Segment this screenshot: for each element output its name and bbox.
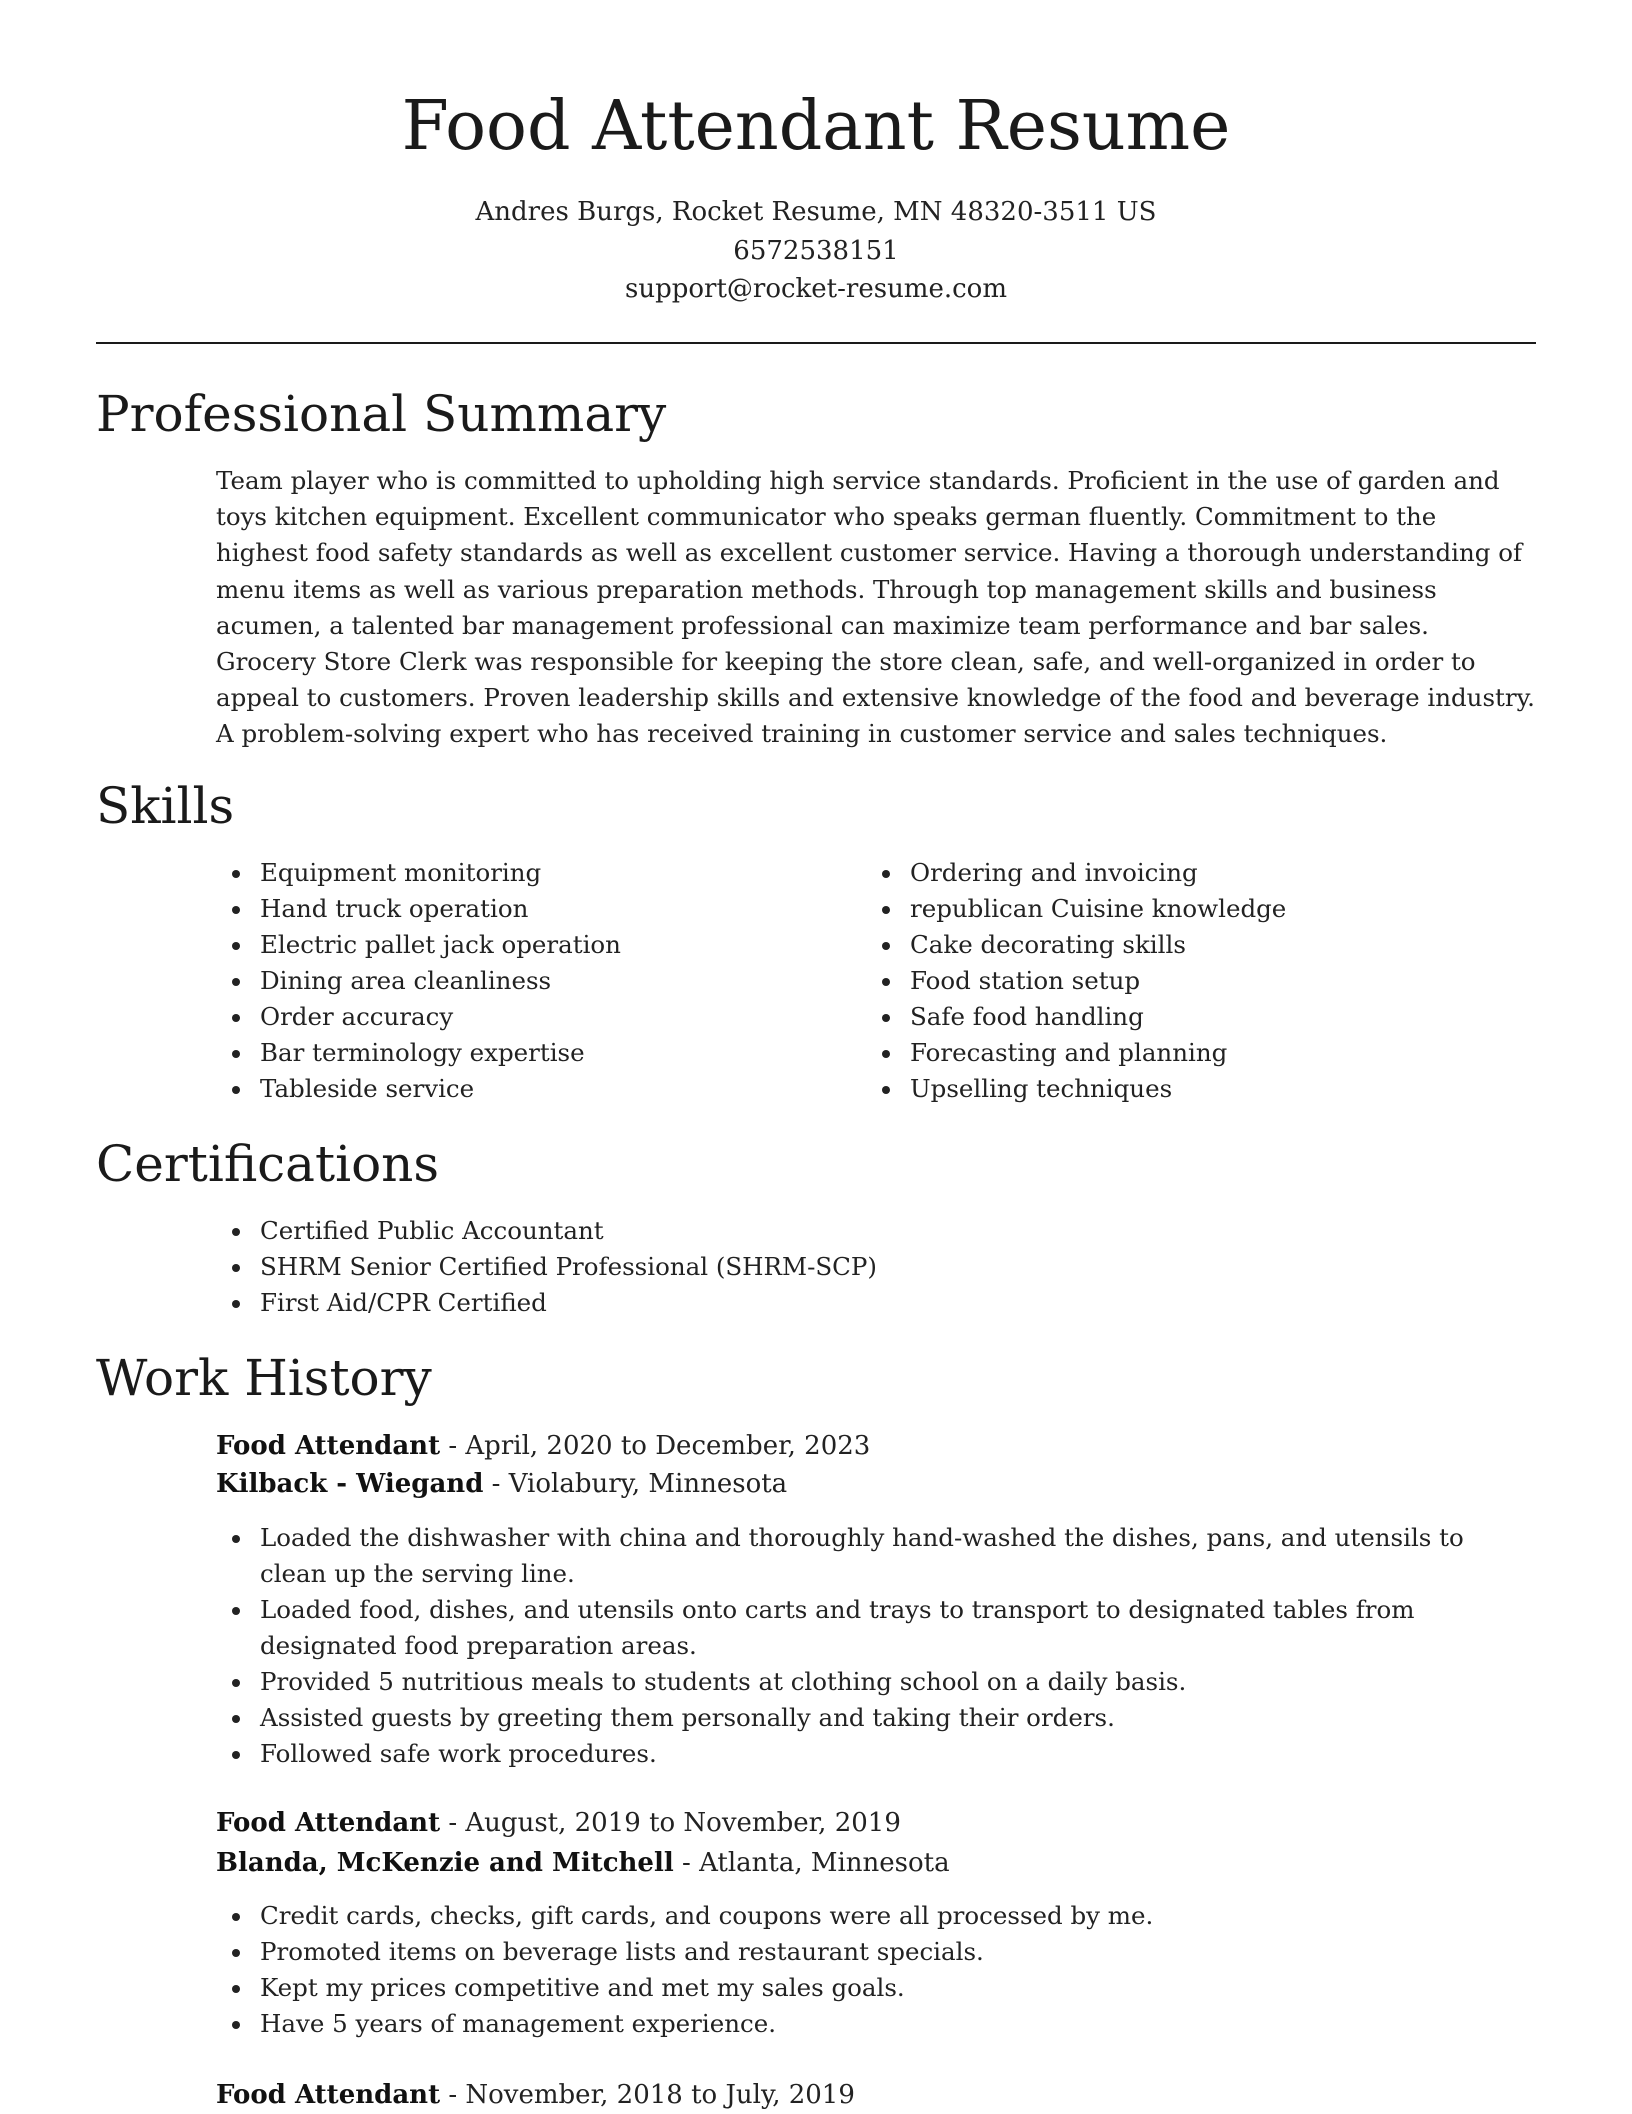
contact-email: support@rocket-resume.com <box>624 274 1007 304</box>
job-duty: Promoted items on beverage lists and restaurant specials. <box>216 1934 1536 1970</box>
certification-item: Certified Public Accountant <box>216 1213 1536 1249</box>
skill-item: Cake decorating skills <box>866 927 1526 963</box>
summary-heading: Professional Summary <box>96 385 667 443</box>
job-title: Food Attendant <box>216 1808 441 1838</box>
skill-item: Dining area cleanliness <box>216 963 856 999</box>
job-dates: August, 2019 to November, 2019 <box>465 1808 901 1838</box>
contact-block <box>0 193 1632 309</box>
skill-item: Food station setup <box>866 963 1526 999</box>
skill-item: Bar terminology expertise <box>216 1035 856 1071</box>
skills-list-right <box>866 855 1526 1107</box>
job-dates: November, 2018 to July, 2019 <box>465 2080 855 2110</box>
skills-list-left <box>216 855 856 1107</box>
certifications-heading: Certifications <box>96 1135 440 1193</box>
job-duty: Have 5 years of management experience. <box>216 2006 1536 2042</box>
skill-item: Order accuracy <box>216 999 856 1035</box>
job-company: Blanda, McKenzie and Mitchell <box>216 1848 674 1878</box>
summary-text: Team player who is committed to upholding high service standards. Proficient in the use of garden and toys kitchen equipment. Excellent communicator who speaks german fluently. Commitment to the highest food safety standards as well as excellent customer service. Having a thorough understanding of menu items as well as various preparation methods. Through top management skills and business acumen, a talented bar management professional can maximize team performance and bar sales. Grocery Store Clerk was responsible for keeping the store clean, safe, and well-organized in order to appeal to customers. Proven leadership skills and extensive knowledge of the food and beverage industry. A problem-solving expert who has received training in customer service and sales techniques. <box>216 466 1535 749</box>
skill-item: republican Cuisine knowledge <box>866 891 1526 927</box>
header-divider <box>96 342 1536 344</box>
job-duty: Loaded food, dishes, and utensils onto carts and trays to transport to designated tables from designated food preparation areas. <box>216 1592 1536 1664</box>
job-duty: Credit cards, checks, gift cards, and coupons were all processed by me. <box>216 1898 1536 1934</box>
certification-item: SHRM Senior Certified Professional (SHRM-SCP) <box>216 1249 1536 1285</box>
certification-item: First Aid/CPR Certified <box>216 1285 1536 1321</box>
job-company: Kilback - Wiegand <box>216 1469 484 1499</box>
skills-heading: Skills <box>96 777 235 835</box>
contact-address: Andres Burgs, Rocket Resume, MN 48320-3511 US <box>475 197 1157 227</box>
skill-item: Equipment monitoring <box>216 855 856 891</box>
job-location: Atlanta, Minnesota <box>699 1848 950 1878</box>
work-history-heading: Work History <box>96 1349 432 1407</box>
job-duty: Followed safe work procedures. <box>216 1736 1536 1772</box>
job-duties-list <box>216 1898 1536 2042</box>
job-duty: Assisted guests by greeting them personally and taking their orders. <box>216 1700 1536 1736</box>
job-duty: Kept my prices competitive and met my sales goals. <box>216 1970 1536 2006</box>
job-title: Food Attendant <box>216 1431 441 1461</box>
job-company-line: Blanda, McKenzie and Mitchell - Atlanta, Minnesota <box>216 1848 950 1878</box>
job-title-line: Food Attendant - April, 2020 to December, 2023 <box>216 1431 871 1461</box>
skill-item: Electric pallet jack operation <box>216 927 856 963</box>
job-duty: Loaded the dishwasher with china and thoroughly hand-washed the dishes, pans, and utensils to clean up the serving line. <box>216 1520 1536 1592</box>
certifications-list <box>216 1213 1536 1321</box>
job-title-line: Food Attendant - August, 2019 to November, 2019 <box>216 1808 901 1838</box>
skill-item: Forecasting and planning <box>866 1035 1526 1071</box>
skill-item: Tableside service <box>216 1071 856 1107</box>
job-duty: Provided 5 nutritious meals to students at clothing school on a daily basis. <box>216 1664 1536 1700</box>
job-location: Violabury, Minnesota <box>508 1469 788 1499</box>
resume-title: Food Attendant Resume <box>401 87 1231 166</box>
skill-item: Upselling techniques <box>866 1071 1526 1107</box>
job-duties-list <box>216 1520 1536 1772</box>
job-title: Food Attendant <box>216 2080 441 2110</box>
skill-item: Safe food handling <box>866 999 1526 1035</box>
job-title-line: Food Attendant - November, 2018 to July, 2019 <box>216 2080 855 2110</box>
contact-phone: 6572538151 <box>733 235 899 266</box>
job-dates: April, 2020 to December, 2023 <box>465 1431 871 1461</box>
job-company-line: Kilback - Wiegand - Violabury, Minnesota <box>216 1469 788 1499</box>
skill-item: Ordering and invoicing <box>866 855 1526 891</box>
skill-item: Hand truck operation <box>216 891 856 927</box>
